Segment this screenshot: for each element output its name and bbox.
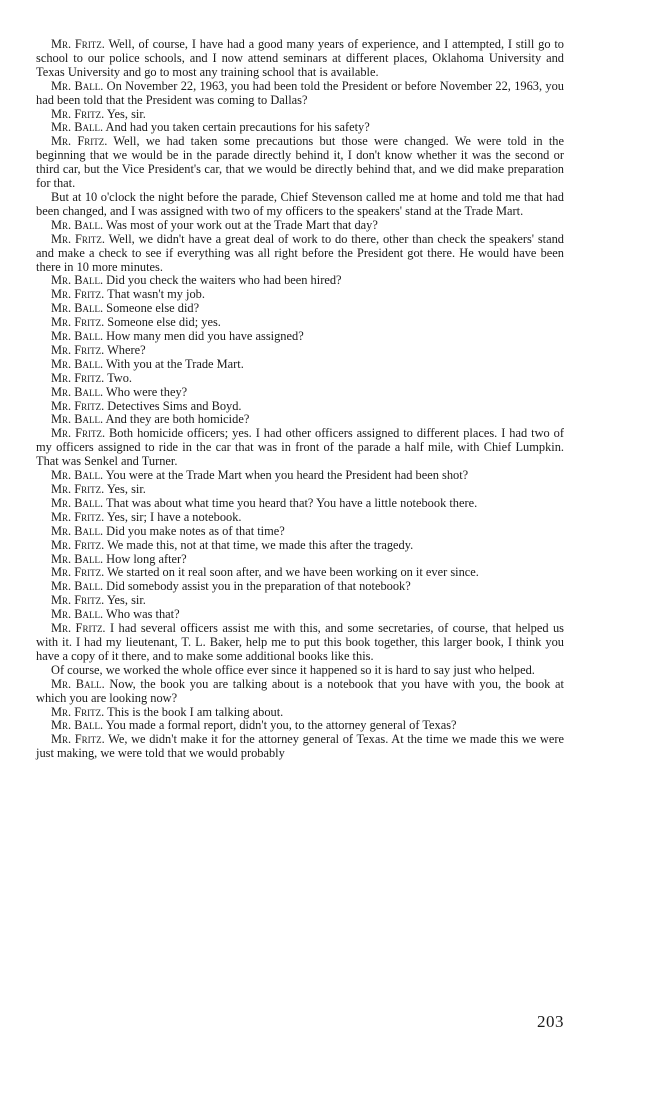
transcript-paragraph — [36, 108, 564, 122]
testimony-text: We, we didn't make it for the attorney general of Texas. At the time we made this we were just making, we were told that we would probably — [36, 732, 564, 761]
transcript-paragraph — [36, 191, 564, 219]
speaker-name: Mr. Ball. — [51, 676, 105, 691]
transcript-paragraph — [36, 38, 564, 80]
testimony-text: Yes, sir. — [104, 593, 146, 608]
speaker-name: Mr. Fritz. — [51, 398, 105, 413]
speaker-name: Mr. Ball. — [51, 273, 104, 288]
speaker-name: Mr. Fritz. — [51, 565, 105, 580]
testimony-text: You made a formal report, didn't you, to the attorney general of Texas? — [103, 718, 457, 733]
testimony-text: We started on it real soon after, and we have been working on it ever since. — [104, 565, 479, 580]
transcript-page — [36, 38, 564, 761]
transcript-paragraph — [36, 288, 564, 302]
testimony-text: You were at the Trade Mart when you heard the President had been shot? — [103, 468, 469, 483]
transcript-paragraph — [36, 733, 564, 761]
testimony-text: That was about what time you heard that? You have a little notebook there. — [103, 495, 478, 510]
speaker-name: Mr. Fritz. — [51, 106, 105, 121]
speaker-name: Mr. Ball. — [51, 579, 104, 594]
transcript-paragraph — [36, 413, 564, 427]
speaker-name: Mr. Fritz. — [51, 370, 105, 385]
speaker-name: Mr. Ball. — [51, 356, 104, 371]
testimony-text: Of course, we worked the whole office ever since it happened so it is hard to say just who helped. — [51, 662, 535, 677]
transcript-paragraph — [36, 358, 564, 372]
transcript-paragraph — [36, 719, 564, 733]
speaker-name: Mr. Ball. — [51, 495, 104, 510]
transcript-paragraph — [36, 553, 564, 567]
testimony-text: Who was that? — [103, 607, 180, 622]
transcript-paragraph — [36, 706, 564, 720]
speaker-name: Mr. Fritz. — [51, 593, 105, 608]
transcript-paragraph — [36, 580, 564, 594]
transcript-paragraph — [36, 233, 564, 275]
transcript-paragraph — [36, 483, 564, 497]
speaker-name: Mr. Ball. — [51, 78, 104, 93]
transcript-paragraph — [36, 135, 564, 191]
transcript-paragraph — [36, 386, 564, 400]
testimony-text: Two. — [104, 370, 133, 385]
speaker-name: Mr. Fritz. — [51, 37, 105, 51]
page-number: 203 — [537, 1012, 564, 1031]
speaker-name: Mr. Ball. — [51, 551, 104, 566]
testimony-text: Did somebody assist you in the preparation of that notebook? — [103, 579, 411, 594]
speaker-name: Mr. Fritz. — [51, 482, 105, 496]
transcript-paragraph — [36, 566, 564, 580]
speaker-name: Mr. Fritz. — [51, 704, 105, 719]
testimony-text: We made this, not at that time, we made this after the tragedy. — [104, 537, 414, 552]
testimony-text: Now, the book you are talking about is a notebook that you have with you, the book at which you are looking now? — [36, 676, 564, 705]
speaker-name: Mr. Ball. — [51, 718, 104, 733]
speaker-name: Mr. Fritz. — [51, 509, 105, 524]
speaker-name: Mr. Fritz. — [51, 315, 105, 330]
transcript-paragraph — [36, 511, 564, 525]
transcript-paragraph — [36, 469, 564, 483]
transcript-paragraph — [36, 497, 564, 511]
speaker-name: Mr. Ball. — [51, 384, 104, 399]
transcript-paragraph — [36, 219, 564, 233]
speaker-name: Mr. Ball. — [51, 607, 104, 622]
transcript-paragraph — [36, 80, 564, 108]
transcript-paragraph — [36, 316, 564, 330]
speaker-name: Mr. Ball. — [51, 468, 104, 483]
testimony-text: Who were they? — [103, 384, 188, 399]
speaker-name: Mr. Fritz. — [51, 537, 105, 552]
testimony-text: But at 10 o'clock the night before the parade, Chief Stevenson called me at home and told me that had been changed, and I was assigned with two of my officers to the speakers' stand at the Trade Mart. — [36, 189, 564, 218]
testimony-text: With you at the Trade Mart. — [103, 356, 244, 371]
testimony-text: Someone else did? — [103, 301, 200, 316]
testimony-text: I had several officers assist me with this, and some secretaries, of course, that helped us with it. I had my lieutenant, T. L. Baker, help me to put this book together, this larger book, I think you have a copy of it there, and to make some additional books like this. — [36, 621, 564, 663]
testimony-text: How many men did you have assigned? — [103, 329, 304, 344]
speaker-name: Mr. Ball. — [51, 217, 104, 232]
testimony-text: Did you check the waiters who had been hired? — [103, 273, 342, 288]
speaker-name: Mr. Fritz. — [51, 426, 106, 441]
speaker-name: Mr. Ball. — [51, 301, 104, 316]
speaker-name: Mr. Ball. — [51, 412, 104, 427]
transcript-paragraph — [36, 302, 564, 316]
speaker-name: Mr. Fritz. — [51, 231, 105, 246]
testimony-text: Was most of your work out at the Trade Mart that day? — [103, 217, 378, 232]
transcript-paragraph — [36, 330, 564, 344]
speaker-name: Mr. Ball. — [51, 329, 104, 344]
speaker-name: Mr. Ball. — [51, 120, 104, 135]
testimony-text: Where? — [104, 342, 146, 357]
testimony-text: And had you taken certain precautions for his safety? — [103, 120, 370, 135]
testimony-text: Detectives Sims and Boyd. — [104, 398, 242, 413]
transcript-paragraph — [36, 274, 564, 288]
speaker-name: Mr. Fritz. — [51, 287, 105, 302]
transcript-paragraph — [36, 594, 564, 608]
testimony-text: That wasn't my job. — [104, 287, 205, 302]
testimony-text: And they are both homicide? — [103, 412, 250, 427]
testimony-text: This is the book I am talking about. — [104, 704, 284, 719]
testimony-text: How long after? — [103, 551, 187, 566]
speaker-name: Mr. Ball. — [51, 523, 104, 538]
testimony-text: On November 22, 1963, you had been told the President or before November 22, 1963, you had been told that the President was coming to Dallas? — [36, 78, 564, 107]
transcript-paragraph — [36, 400, 564, 414]
testimony-text: Well, we had taken some precautions but those were changed. We were told in the beginning that we would be in the parade directly behind it, I don't know whether it was the second or third car, but the Vice President's car, that we would be directly behind that, and we did make preparation for that. — [36, 134, 565, 191]
transcript-paragraph — [36, 525, 564, 539]
transcript-paragraph — [36, 664, 564, 678]
transcript-paragraph — [36, 622, 564, 664]
transcript-paragraph — [36, 427, 564, 469]
transcript-paragraph — [36, 344, 564, 358]
speaker-name: Mr. Fritz. — [51, 621, 106, 636]
testimony-text: Well, we didn't have a great deal of work to do there, other than check the speakers' stand and make a check to see if everything was all right before the President got there. He would have been there in 10 more minutes. — [36, 231, 565, 274]
transcript-paragraph — [36, 372, 564, 386]
transcript-paragraph — [36, 121, 564, 135]
transcript-paragraph — [36, 678, 564, 706]
testimony-text: Yes, sir; I have a notebook. — [104, 509, 242, 524]
testimony-text: Yes, sir. — [104, 106, 146, 121]
testimony-text: Both homicide officers; yes. I had other officers assigned to different places. I had two of my officers assigned to ride in the car that was in front of the parade a half mile, with Chief Lumpkin. That was Senkel and Turner. — [36, 426, 564, 469]
speaker-name: Mr. Fritz. — [51, 732, 105, 747]
testimony-text: Yes, sir. — [104, 482, 146, 496]
testimony-text: Someone else did; yes. — [104, 315, 221, 330]
speaker-name: Mr. Fritz. — [51, 134, 108, 149]
speaker-name: Mr. Fritz. — [51, 342, 105, 357]
transcript-paragraph — [36, 608, 564, 622]
transcript-paragraph — [36, 539, 564, 553]
testimony-text: Well, of course, I have had a good many years of experience, and I attempted, I still go to school to our police schools, and I now attend seminars at different places, Oklahoma University and Texas University and go to most any training school that is available. — [36, 37, 564, 79]
testimony-text: Did you make notes as of that time? — [103, 523, 285, 538]
